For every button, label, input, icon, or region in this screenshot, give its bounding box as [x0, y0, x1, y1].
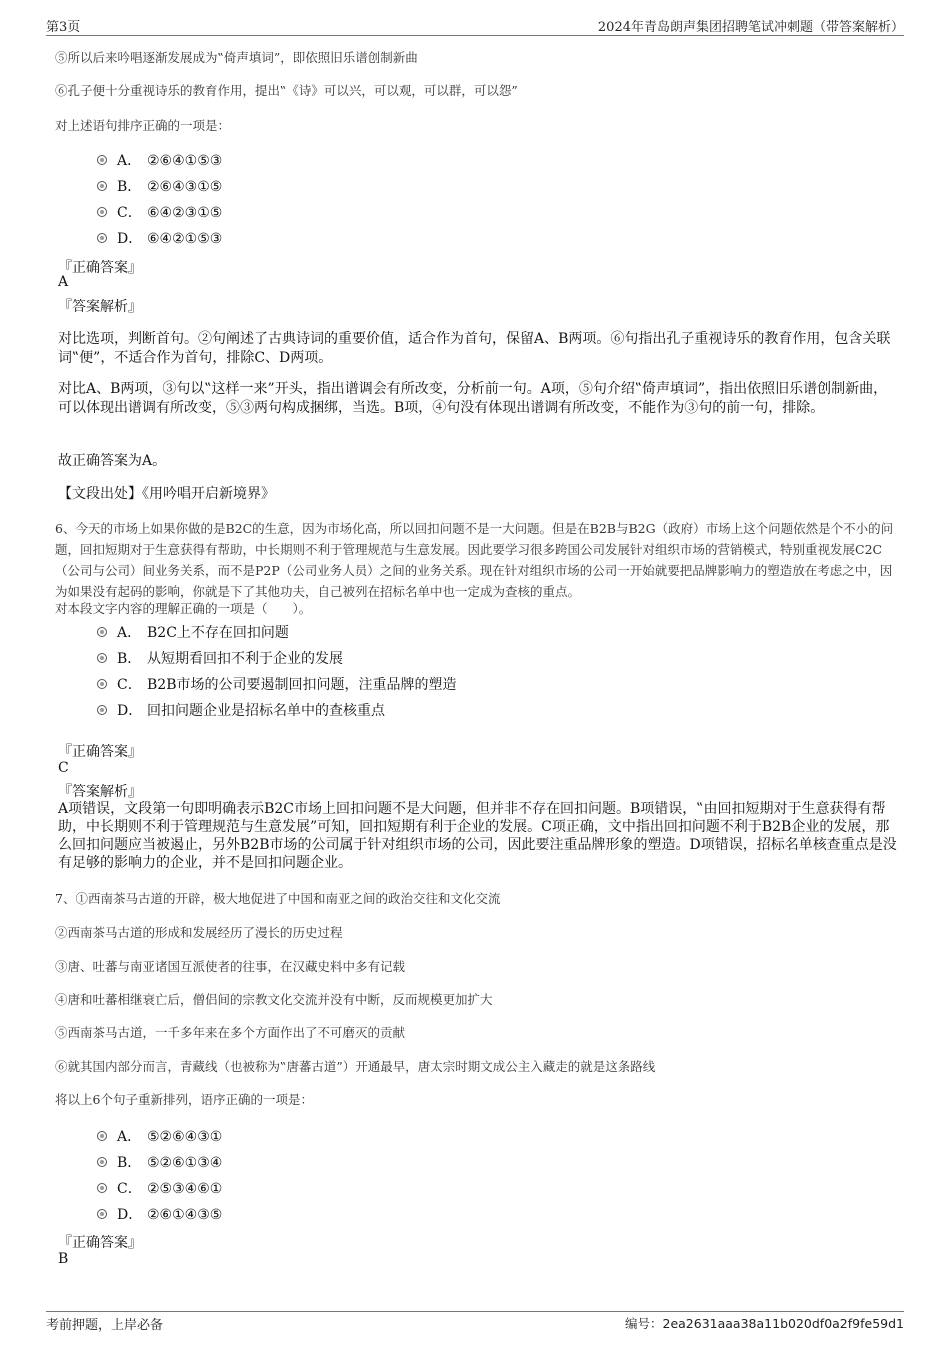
option-letter: D．	[117, 703, 143, 719]
q6-answer-label: 『正确答案』	[58, 744, 142, 760]
q5-option-d[interactable]	[97, 228, 222, 248]
q5-answer-label: 『正确答案』	[58, 260, 142, 276]
q7-prompt: 将以上6个句子重新排列，语序正确的一项是：	[55, 1092, 313, 1107]
q5-option-c[interactable]	[97, 202, 222, 222]
option-text: ⑤②⑥④③①	[147, 1129, 223, 1145]
radio-icon[interactable]	[97, 1131, 107, 1141]
option-text: ②⑥①④③⑤	[147, 1207, 223, 1223]
page-number: 第3页	[46, 20, 81, 35]
radio-icon[interactable]	[97, 233, 107, 243]
option-letter: D．	[117, 1207, 143, 1223]
option-letter: C．	[117, 677, 142, 693]
radio-icon[interactable]	[97, 155, 107, 165]
header-divider	[46, 35, 904, 36]
q6-option-c[interactable]	[97, 674, 456, 694]
q5-line-6: ⑥孔子便十分重视诗乐的教育作用，提出‟《诗》可以兴，可以观，可以群，可以怨”	[55, 83, 518, 98]
radio-icon[interactable]	[97, 653, 107, 663]
q7-line-3: ③唐、吐蕃与南亚诸国互派使者的往事，在汉藏史料中多有记载	[55, 959, 406, 974]
q7-line-5: ⑤西南茶马古道，一千多年来在多个方面作出了不可磨灭的贡献	[55, 1025, 406, 1040]
q6-option-b[interactable]	[97, 648, 343, 668]
footer-doc-id: 编号：2ea2631aaa38a11b020df0a2f9fe59d1	[625, 1316, 904, 1331]
q5-line-5: ⑤所以后来吟唱逐渐发展成为‟倚声填词”，即依照旧乐谱创制新曲	[55, 50, 418, 65]
option-text: ②⑥④③①⑤	[147, 179, 223, 195]
q7-option-c[interactable]	[97, 1178, 222, 1198]
option-letter: B．	[117, 179, 142, 195]
radio-icon[interactable]	[97, 1157, 107, 1167]
q5-prompt: 对上述语句排序正确的一项是：	[55, 118, 231, 133]
radio-icon[interactable]	[97, 1209, 107, 1219]
q7-line-1: 7、①西南茶马古道的开辟，极大地促进了中国和南亚之间的政治交往和文化交流	[55, 891, 501, 906]
option-letter: A．	[117, 625, 142, 641]
q7-answer: B	[58, 1251, 69, 1267]
option-text: ⑥④②③①⑤	[147, 205, 223, 221]
option-text: ⑤②⑥①③④	[147, 1155, 223, 1171]
q7-line-2: ②西南茶马古道的形成和发展经历了漫长的历史过程	[55, 925, 343, 940]
document-title: 2024年青岛朗声集团招聘笔试冲刺题（带答案解析）	[597, 20, 904, 35]
radio-icon[interactable]	[97, 181, 107, 191]
option-letter: A．	[117, 153, 142, 169]
q7-option-b[interactable]	[97, 1152, 222, 1172]
radio-icon[interactable]	[97, 207, 107, 217]
q5-source: 【文段出处】《用吟唱开启新境界》	[58, 486, 275, 502]
option-text: B2B市场的公司要遏制回扣问题，注重品牌的塑造	[147, 677, 457, 693]
q5-option-b[interactable]	[97, 176, 222, 196]
option-letter: C．	[117, 1181, 142, 1197]
q6-prompt: 对本段文字内容的理解正确的一项是（ ）。	[55, 601, 312, 616]
q6-option-d[interactable]	[97, 700, 385, 720]
q7-line-4: ④唐和吐蕃相继衰亡后，僧侣间的宗教文化交流并没有中断，反而规模更加扩大	[55, 992, 493, 1007]
q6-option-a[interactable]	[97, 622, 289, 642]
q7-line-6: ⑥就其国内部分而言，青藏线（也被称为‟唐蕃古道”）开通最早，唐太宗时期文成公主入藏走的就是这条路线	[55, 1059, 656, 1074]
option-letter: C．	[117, 205, 142, 221]
q6-stem: 6、今天的市场上如果你做的是B2C的生意，因为市场化高，所以回扣问题不是一大问题。但是在B2B与B2G（政府）市场上这个问题依然是个不小的问题，回扣短期对于生意获得有帮助，中长期则不利于管理规范与生意发展。因此要学习很多跨国公司发展针对组织市场的营销模式，特别重视发展C2C（公司与公司）间业务关系，而不是P2P（公司业务人员）之间的业务关系。现在针对组织市场的公司一开始就要把品牌影响力的塑造放在考虑之中，因为如果没有起码的影响，你就是下了其他功夫，自己被列在招标名单中也一定成为查核的重点。	[55, 521, 894, 599]
option-letter: D．	[117, 231, 143, 247]
radio-icon[interactable]	[97, 679, 107, 689]
q7-option-d[interactable]	[97, 1204, 222, 1224]
option-text: ②⑤③④⑥①	[147, 1181, 223, 1197]
q5-analysis-p3: 故正确答案为A。	[58, 453, 167, 469]
radio-icon[interactable]	[97, 705, 107, 715]
option-letter: B．	[117, 651, 142, 667]
option-letter: B．	[117, 1155, 142, 1171]
q5-analysis-label: 『答案解析』	[58, 299, 142, 315]
q7-answer-label: 『正确答案』	[58, 1235, 142, 1251]
q5-option-a[interactable]	[97, 150, 222, 170]
q7-option-a[interactable]	[97, 1126, 222, 1146]
q6-analysis-label: 『答案解析』	[58, 784, 142, 800]
option-letter: A．	[117, 1129, 142, 1145]
q5-answer: A	[58, 274, 69, 290]
option-text: ⑥④②①⑤③	[147, 231, 223, 247]
radio-icon[interactable]	[97, 1183, 107, 1193]
option-text: 从短期看回扣不利于企业的发展	[147, 651, 343, 667]
option-text: B2C上不存在回扣问题	[147, 625, 289, 641]
q6-analysis: A项错误，文段第一句即明确表示B2C市场上回扣问题不是大问题，但并非不存在回扣问题。B项错误，‟由回扣短期对于生意获得有帮助，中长期则不利于管理规范与生意发展”可知，回扣短期有利于企业的发展。C项正确，文中指出回扣问题不利于B2B企业的发展，那么回扣问题应当被遏止，另外B2B市场的公司属于针对组织市场的公司，因此要注重品牌形象的塑造。D项错误，招标名单核查重点是没有足够的影响力的企业，并不是回扣问题企业。	[58, 801, 897, 871]
q6-answer: C	[58, 760, 69, 776]
q5-analysis-p1: 对比选项，判断首句。②句阐述了古典诗词的重要价值，适合作为首句，保留A、B两项。⑥句指出孔子重视诗乐的教育作用，包含关联词‟便”，不适合作为首句，排除C、D两项。	[58, 331, 891, 366]
q5-analysis-p2: 对比A、B两项，③句以‟这样一来”开头，指出谱调会有所改变，分析前一句。A项，⑤句介绍‟倚声填词”，指出依照旧乐谱创制新曲，可以体现出谱调有所改变，⑤③两句构成捆绑，当选。B项，④句没有体现出谱调有所改变，不能作为③句的前一句，排除。	[58, 381, 888, 416]
option-text: ②⑥④①⑤③	[147, 153, 223, 169]
option-text: 回扣问题企业是招标名单中的查核重点	[147, 703, 385, 719]
footer-slogan: 考前押题，上岸必备	[46, 1318, 164, 1333]
footer-divider	[46, 1311, 904, 1312]
radio-icon[interactable]	[97, 627, 107, 637]
